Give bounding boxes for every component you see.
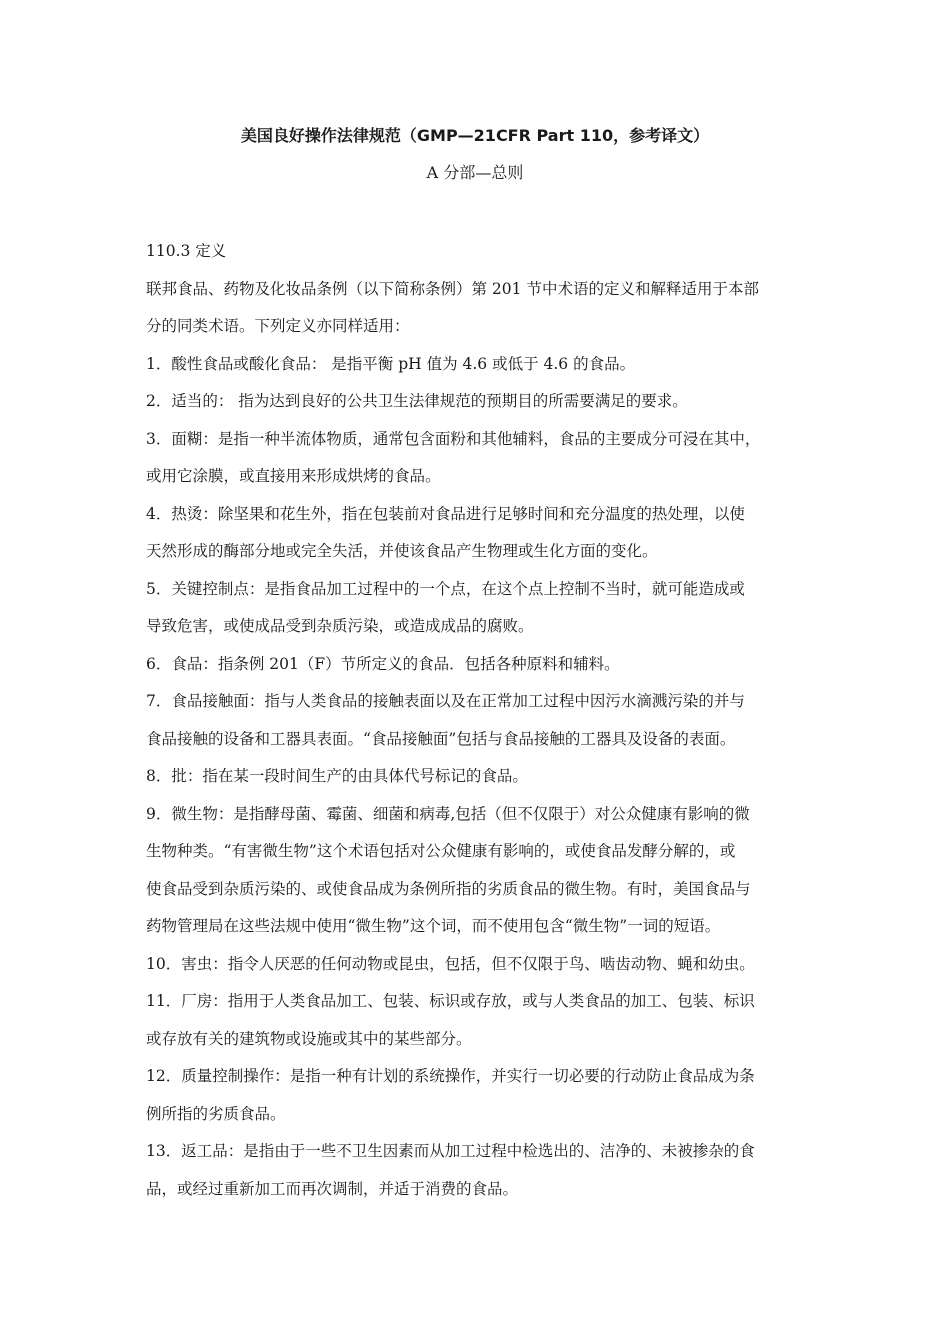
text-line: 或用它涂膜，或直接用来形成烘烤的食品。 <box>146 467 441 485</box>
definition-item: 3．面糊：是指一种半流体物质，通常包含面粉和其他辅料，食品的主要成分可浸在其中， <box>146 429 761 448</box>
definition-item: 7．食品接触面：指与人类食品的接触表面以及在正常加工过程中因污水滴溅污染的并与 <box>146 692 745 710</box>
text-line: 联邦食品、药物及化妆品条例（以下简称条例）第 201 节中术语的定义和解释适用于本部 <box>146 279 759 298</box>
text-line: 生物种类。“有害微生物”这个术语包括对公众健康有影响的，或使食品发酵分解的，或 <box>146 842 736 860</box>
document-title: 美国良好操作法律规范（GMP—21CFR Part 110，参考译文） <box>240 126 710 145</box>
definition-item: 8．批：指在某一段时间生产的由具体代号标记的食品。 <box>146 767 528 785</box>
text-line: 分的同类术语。下列定义亦同样适用： <box>146 317 410 335</box>
definition-item: 10．害虫：指令人厌恶的任何动物或昆虫，包括，但不仅限于鸟、啮齿动物、蝇和幼虫。 <box>146 954 755 973</box>
definition-item: 5．关键控制点：是指食品加工过程中的一个点，在这个点上控制不当时，就可能造成或 <box>146 579 745 598</box>
definition-item: 11．厂房：指用于人类食品加工、包装、标识或存放，或与人类食品的加工、包装、标识 <box>146 992 755 1010</box>
definition-item: 2．适当的： 指为达到良好的公共卫生法律规范的预期目的所需要满足的要求。 <box>146 392 688 410</box>
section-number: 110.3 定义 <box>146 242 227 260</box>
text-line: 或存放有关的建筑物或设施或其中的某些部分。 <box>146 1029 472 1048</box>
text-line: 导致危害，或使成品受到杂质污染，或造成成品的腐败。 <box>146 617 534 635</box>
section-heading: A 分部—总则 <box>426 163 524 182</box>
document-body <box>146 233 806 1208</box>
definition-item: 9．微生物：是指酵母菌、霉菌、细菌和病毒,包括（但不仅限于）对公众健康有影响的微 <box>146 804 750 823</box>
definition-item: 12．质量控制操作：是指一种有计划的系统操作，并实行一切必要的行动防止食品成为条 <box>146 1067 755 1085</box>
text-line: 食品接触的设备和工器具表面。“食品接触面”包括与食品接触的工器具及设备的表面。 <box>146 729 736 748</box>
definition-item: 4．热烫：除坚果和花生外，指在包装前对食品进行足够时间和充分温度的热处理，以使 <box>146 504 745 523</box>
text-line: 使食品受到杂质污染的、或使食品成为条例所指的劣质食品的微生物。有时，美国食品与 <box>146 879 751 898</box>
text-line: 品，或经过重新加工而再次调制，并适于消费的食品。 <box>146 1179 519 1198</box>
definition-item: 13．返工品：是指由于一些不卫生因素而从加工过程中检选出的、洁净的、未被掺杂的食 <box>146 1142 755 1160</box>
text-line: 例所指的劣质食品。 <box>146 1104 286 1123</box>
text-line: 药物管理局在这些法规中使用“微生物”这个词，而不使用包含“微生物”一词的短语。 <box>146 917 721 935</box>
text-line: 天然形成的酶部分地或完全失活，并使该食品产生物理或生化方面的变化。 <box>146 542 658 560</box>
definition-item: 6．食品：指条例 201（F）节所定义的食品．包括各种原料和辅料。 <box>146 654 620 673</box>
definition-item: 1．酸性食品或酸化食品： 是指平衡 pH 值为 4.6 或低于 4.6 的食品。 <box>146 354 636 373</box>
